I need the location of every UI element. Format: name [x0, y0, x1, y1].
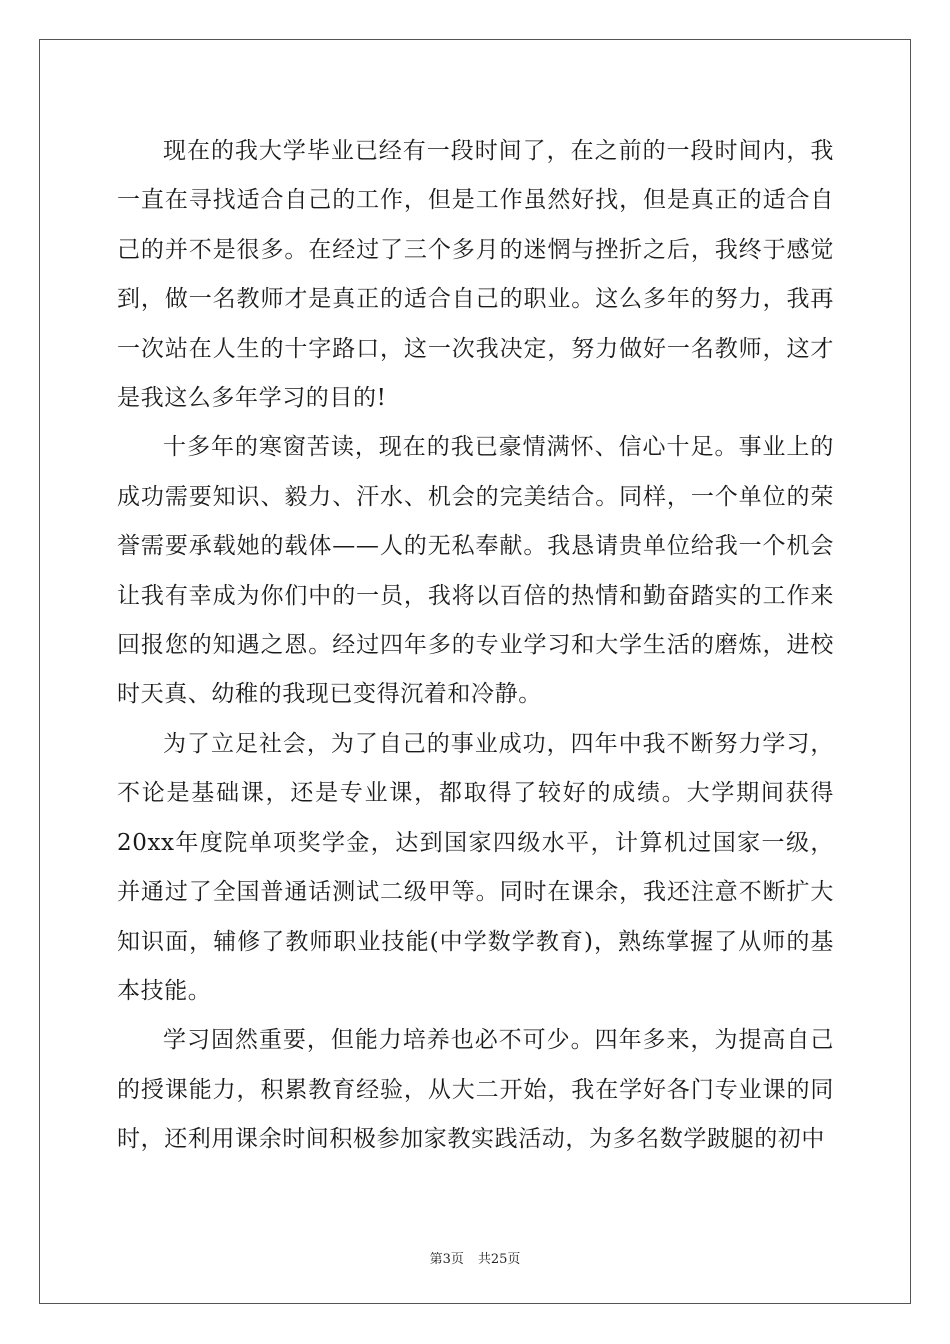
paragraph-2: 十多年的寒窗苦读，现在的我已豪情满怀、信心十足。事业上的成功需要知识、毅力、汗水、机会的完美结合。同样，一个单位的荣誉需要承载她的载体——人的无私奉献。我恳请贵单位给我一个机会让我有幸成为你们中的一员，我将以百倍的热情和勤奋踏实的工作来回报您的知遇之恩。经过四年多的专业学习和大学生活的磨炼，进校时天真、幼稚的我现已变得沉着和冷静。	[117, 434, 834, 708]
paragraph-1: 现在的我大学毕业已经有一段时间了，在之前的一段时间内，我一直在寻找适合自己的工作，但是工作虽然好找，但是真正的适合自己的并不是很多。在经过了三个多月的迷惘与挫折之后，我终于感觉到，做一名教师才是真正的适合自己的职业。这么多年的努力，我再一次站在人生的十字路口，这一次我决定，努力做好一名教师，这才是我这么多年学习的目的!	[117, 138, 834, 412]
paragraph-3: 为了立足社会，为了自己的事业成功，四年中我不断努力学习，不论是基础课，还是专业课，都取得了较好的成绩。大学期间获得20xx年度院单项奖学金，达到国家四级水平，计算机过国家一级，并通过了全国普通话测试二级甲等。同时在课余，我还注意不断扩大知识面，辅修了教师职业技能(中学数学教育)，熟练掌握了从师的基本技能。	[117, 730, 834, 1004]
page-number: 第3页	[429, 1252, 464, 1267]
paragraph-4: 学习固然重要，但能力培养也必不可少。四年多来，为提高自己的授课能力，积累教育经验，从大二开始，我在学好各门专业课的同时，还利用课余时间积极参加家教实践活动，为多名数学跛腿的初中	[117, 1027, 834, 1153]
document-body	[117, 127, 834, 1165]
page-total: 共25页	[477, 1252, 521, 1267]
page-footer	[0, 1248, 950, 1267]
